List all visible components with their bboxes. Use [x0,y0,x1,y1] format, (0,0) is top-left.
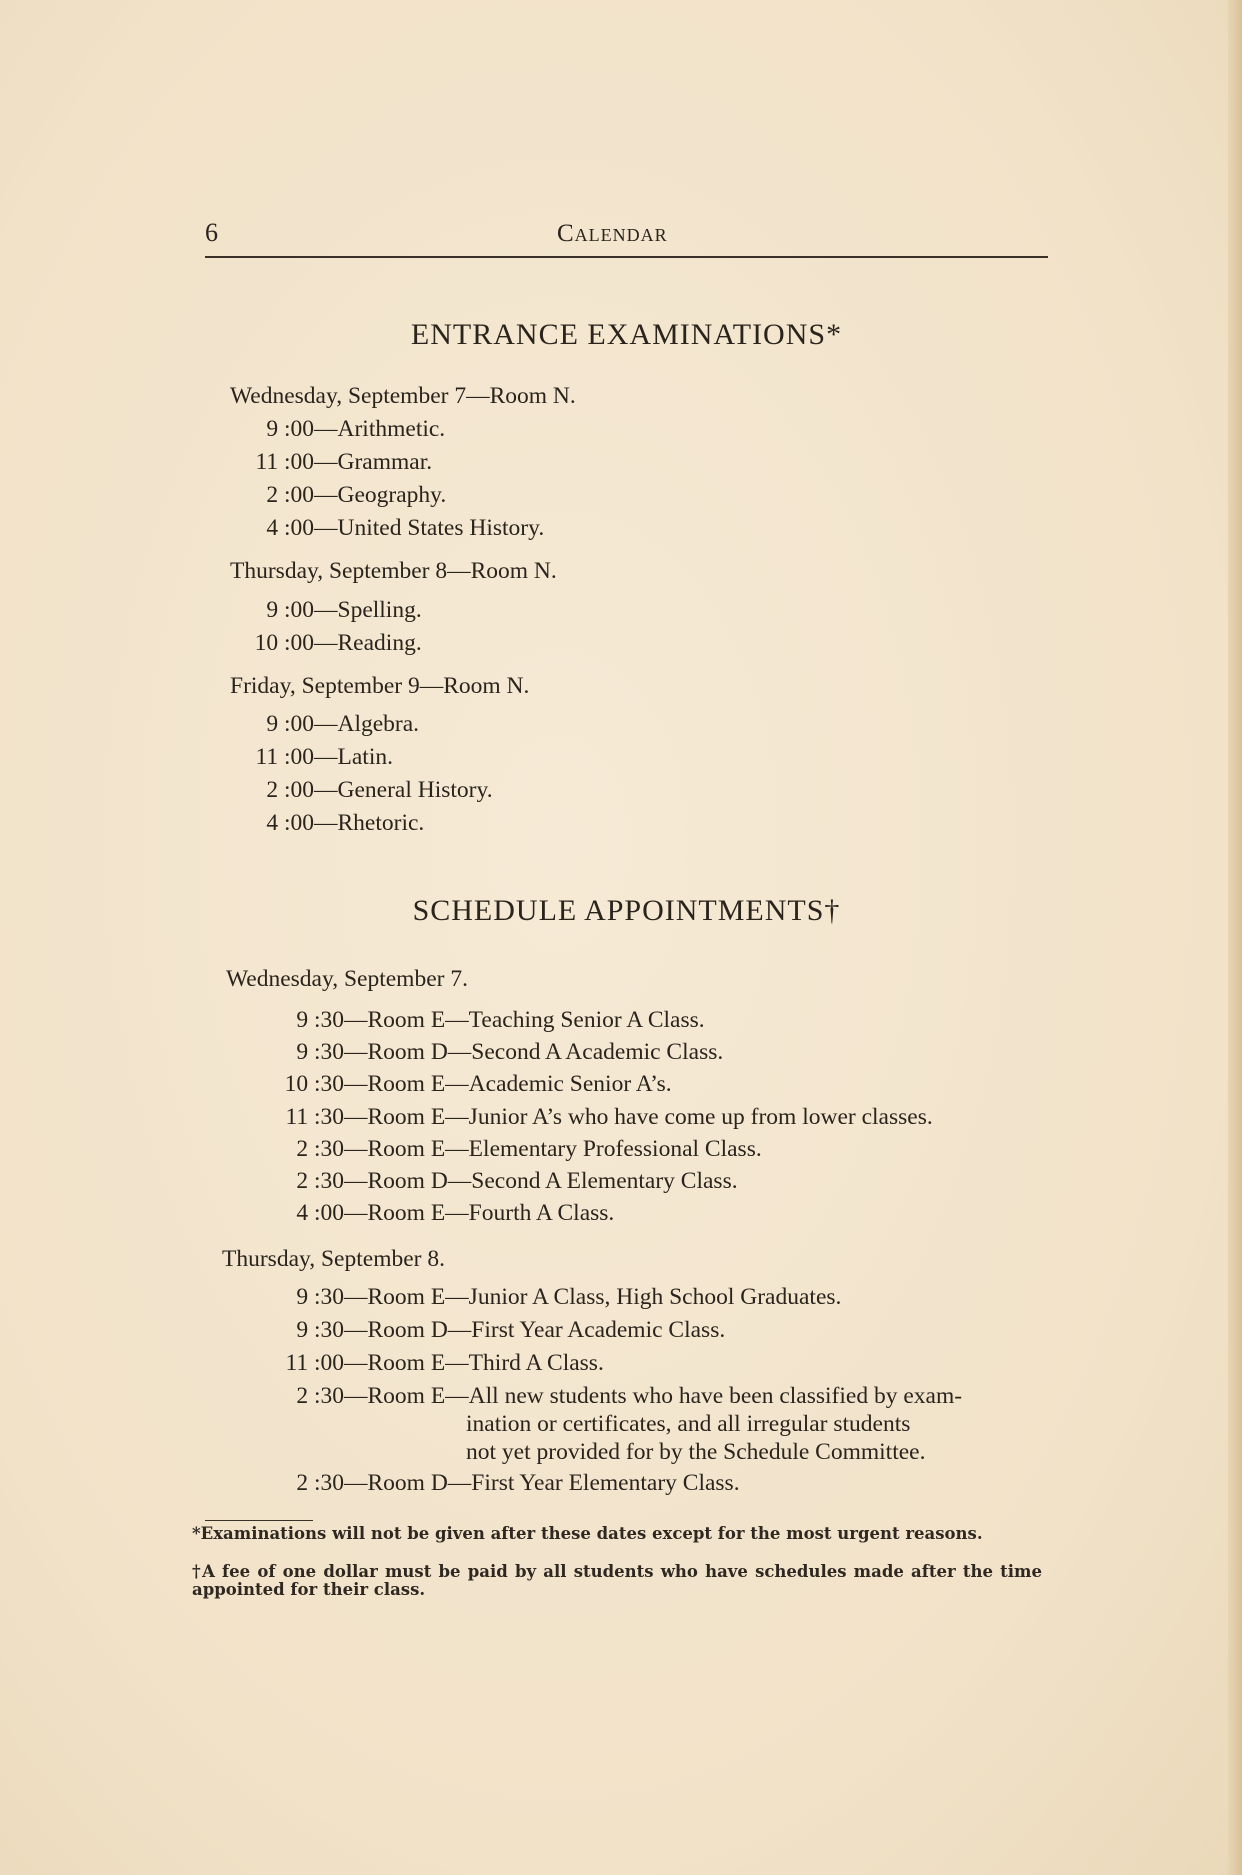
exam-day-heading: Thursday, September 8—Room N. [230,558,557,584]
schedule-desc: —Room D—Second A Academic Class. [344,1039,724,1065]
schedule-time: 2 :30 [296,1470,344,1496]
exam-time: 9 :00 [266,711,314,737]
exam-item [230,744,393,771]
exam-subject: —Grammar. [314,449,433,475]
schedule-day-heading: Wednesday, September 7. [226,966,468,992]
schedule-desc: —Room E—Third A Class. [344,1350,604,1376]
schedule-item [226,1039,723,1066]
schedule-item [226,1071,672,1098]
schedule-desc: —Room E—Junior A’s who have come up from lower classes. [344,1104,933,1130]
schedule-desc: —Room D—Second A Elementary Class. [344,1168,738,1194]
exam-item [230,630,422,657]
running-title: Calendar [557,220,668,247]
schedule-item [226,1317,725,1344]
schedule-desc: —Room E—Academic Senior A’s. [344,1071,672,1097]
exam-item [230,711,419,738]
exam-item [230,416,445,443]
exam-day-heading: Friday, September 9—Room N. [230,673,530,699]
exam-item [230,597,422,624]
exam-time: 4 :00 [266,515,314,541]
schedule-item [226,1470,740,1497]
exam-subject: —Spelling. [314,597,422,623]
schedule-desc: —Room E—Teaching Senior A Class. [344,1007,705,1033]
schedule-desc-continuation: not yet provided for by the Schedule Committee. [466,1439,926,1465]
schedule-item [226,1284,841,1311]
schedule-desc-continuation: ination or certificates, and all irregular students [466,1411,911,1437]
schedule-desc: —Room D—First Year Academic Class. [344,1317,726,1343]
exam-time: 11 :00 [255,449,314,475]
exam-item [230,810,424,837]
exam-subject: —Arithmetic. [314,416,446,442]
schedule-appointments-title: SCHEDULE APPOINTMENTS† [412,894,841,927]
exam-subject: —General History. [314,777,493,803]
page-edge-shadow [1228,0,1242,1875]
schedule-time: 11 :00 [285,1350,344,1376]
exam-item [230,482,446,509]
exam-time: 2 :00 [266,777,314,803]
exam-day-heading: Wednesday, September 7—Room N. [230,383,576,409]
schedule-item [226,1350,604,1377]
footnote-examinations: *Examinations will not be given after these dates except for the most urgent reasons. [192,1524,983,1543]
schedule-time: 9 :30 [296,1284,344,1310]
exam-item [230,777,493,804]
page-number: 6 [205,218,218,247]
running-header [205,218,1048,258]
footnote-rule [205,1520,313,1521]
schedule-time: 9 :30 [296,1039,344,1065]
schedule-item [226,1136,762,1163]
exam-item [230,449,432,476]
schedule-desc: —Room E—Junior A Class, High School Graduates. [344,1284,842,1310]
exam-time: 9 :00 [266,416,314,442]
footnote-fee: †A fee of one dollar must be paid by all students who have schedules made after the time appointed for their class. [192,1562,1042,1599]
schedule-time: 9 :30 [296,1007,344,1033]
schedule-item [226,1168,738,1195]
exam-time: 11 :00 [255,744,314,770]
schedule-time: 2 :30 [296,1383,344,1409]
exam-subject: —United States History. [314,515,545,541]
schedule-day-heading: Thursday, September 8. [222,1246,445,1272]
schedule-desc: —Room D—First Year Elementary Class. [344,1470,740,1496]
schedule-time: 2 :30 [296,1136,344,1162]
exam-subject: —Rhetoric. [314,810,425,836]
schedule-desc: —Room E—Fourth A Class. [344,1200,615,1226]
exam-time: 9 :00 [266,597,314,623]
schedule-time: 4 :00 [296,1200,344,1226]
schedule-time: 2 :30 [296,1168,344,1194]
exam-time: 4 :00 [266,810,314,836]
schedule-item [226,1104,933,1131]
exam-item [230,515,544,542]
schedule-time: 10 :30 [284,1071,344,1097]
schedule-time: 9 :30 [296,1317,344,1343]
schedule-desc: —Room E—Elementary Professional Class. [344,1136,762,1162]
header-rule [205,256,1048,258]
schedule-item [226,1200,614,1227]
exam-subject: —Latin. [314,744,393,770]
exam-subject: —Algebra. [314,711,420,737]
schedule-item [226,1383,962,1410]
exam-subject: —Reading. [314,630,422,656]
exam-time: 10 :00 [254,630,314,656]
entrance-examinations-title: ENTRANCE EXAMINATIONS* [410,318,843,351]
schedule-desc: —Room E—All new students who have been classified by exam- [344,1383,963,1409]
exam-subject: —Geography. [314,482,447,508]
schedule-item [226,1007,705,1034]
exam-time: 2 :00 [266,482,314,508]
schedule-time: 11 :30 [285,1104,344,1130]
